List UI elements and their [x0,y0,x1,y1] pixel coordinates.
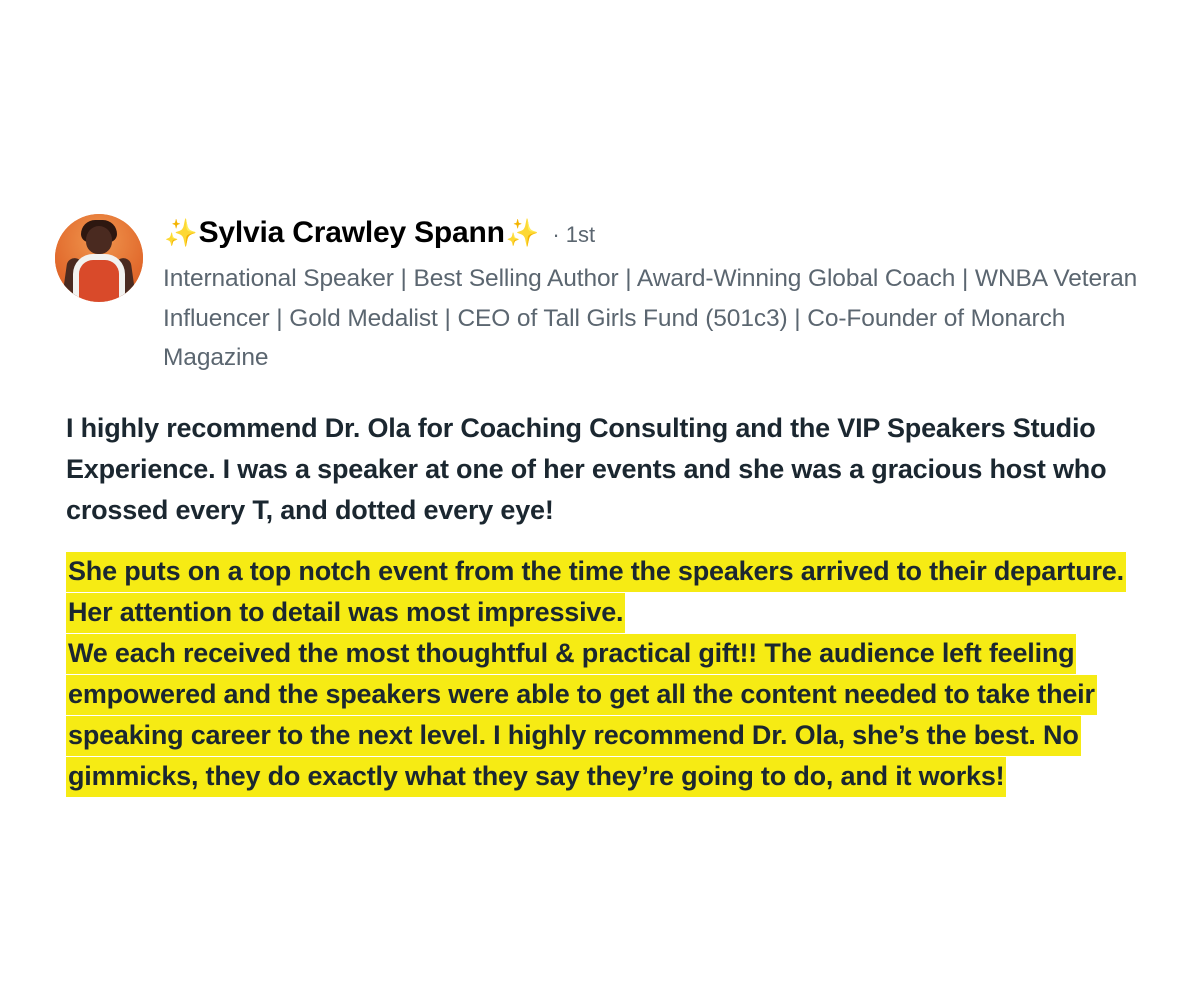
author-identity [163,216,1143,378]
post-header [55,214,1145,378]
recommendation-body [66,408,1136,797]
connection-degree-badge: 1st [565,222,596,247]
separator-dot: · [552,222,560,247]
avatar-dress [79,260,119,302]
sparkles-icon-right: ✨ [505,218,540,248]
highlighted-text-line-2: We each received the most thoughtful & practical gift!! The audience left feeling empowered and the speakers were able to get all the content needed to take their speaking career to the next level. I highly recommend Dr. Ola, she’s the best. No gimmicks, they do exactly what they say they’re going to do, and it works! [66,634,1097,797]
avatar[interactable] [55,214,143,302]
author-headline: International Speaker | Best Selling Author | Award-Winning Global Coach | WNBA Veteran Influencer | Gold Medalist | CEO of Tall Girls Fund (501c3) | Co-Founder of Monarch Magazine [163,265,1138,372]
highlighted-text-line-1: She puts on a top notch event from the time the speakers arrived to their departure. Her attention to detail was most impressive. [66,552,1126,633]
recommendation-paragraph-plain: I highly recommend Dr. Ola for Coaching Consulting and the VIP Speakers Studio Experience. I was a speaker at one of her events and she was a gracious host who crossed every T, and dotted every eye! [66,413,1107,526]
author-name-line [163,216,1143,250]
sparkles-icon-left: ✨ [164,218,198,248]
avatar-head [86,226,112,254]
recommendation-paragraph-highlighted [66,551,1131,797]
author-name[interactable]: Sylvia Crawley Spann [198,216,505,249]
